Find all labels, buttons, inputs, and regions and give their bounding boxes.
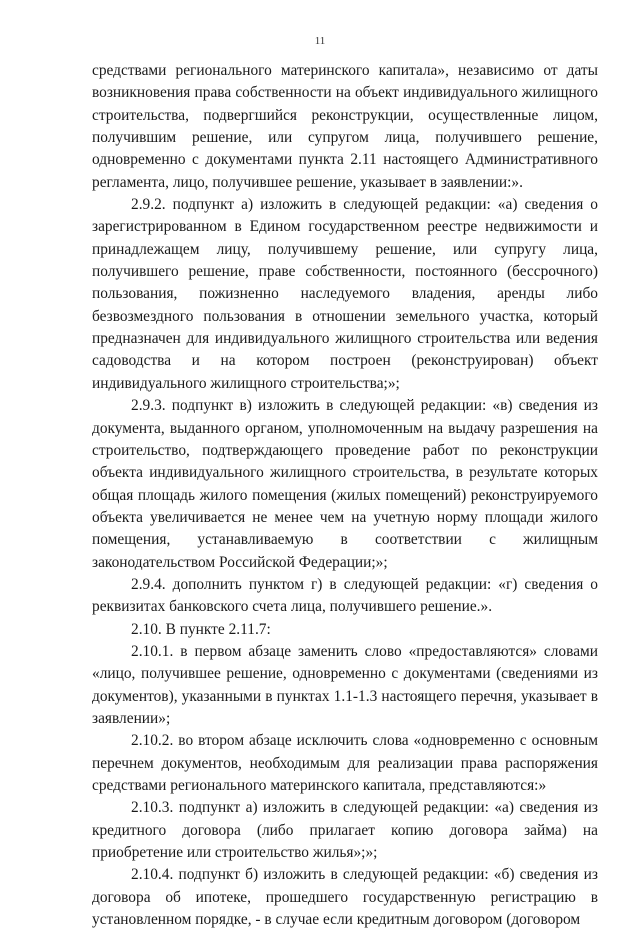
paragraph-2-10-3: 2.10.3. подпункт а) изложить в следующей редакции: «а) сведения из кредитного договора (либо прилагает копию договора займа) на приобретение или строительство жилья»;»;	[92, 799, 598, 862]
page-number: 11	[314, 35, 326, 47]
paragraph-2-9-2: 2.9.2. подпункт а) изложить в следующей редакции: «а) сведения о зарегистрированном в Едином государственном реестре недвижимости и принадлежащем лицу, получившему решение, или супругу лица, получившего решение, праве собственности, постоянного (бессрочного) пользования, пожизненно наследуемого владения, аренды либо безвозмездного пользования в отношении земельного участка, который предназначен для индивидуального жилищного строительства или ведения садоводства и на котором построен (реконструирован) объект индивидуального жилищного строительства;»;	[92, 196, 598, 392]
paragraph-2-10-4: 2.10.4. подпункт б) изложить в следующей редакции: «б) сведения из договора об ипотеке, прошедшего государственную регистрацию в установленном порядке, - в случае если кредитным договором (договором	[92, 866, 598, 929]
paragraph-2-10: 2.10. В пункте 2.11.7:	[131, 620, 271, 638]
paragraph-2-10-1: 2.10.1. в первом абзаце заменить слово «предоставляются» словами «лицо, получившее решение, одновременно с документами (сведениями из документов), указанными в пунктах 1.1-1.3 настоящего перечня, указывает в заявлении»;	[92, 642, 598, 727]
paragraph-2-9-4: 2.9.4. дополнить пунктом г) в следующей редакции: «г) сведения о реквизитах банковского счета лица, получившего решение.».	[92, 575, 598, 616]
paragraph-2-9-3: 2.9.3. подпункт в) изложить в следующей редакции: «в) сведения из документа, выданного органом, уполномоченным на выдачу разрешения на строительство, подтверждающего проведение работ по реконструкции объекта индивидуального жилищного строительства, в результате которых общая площадь жилого помещения (жилых помещений) реконструируемого объекта увеличивается не менее чем на учетную норму площади жилого помещения, устанавливаемую в соответствии с жилищным законодательством Российской Федерации;»;	[92, 397, 598, 571]
paragraph-continuation: средствами регионального материнского капитала», независимо от даты возникновения права собственности на объект индивидуального жилищного строительства, подвергшийся реконструкции, осуществленные лицом, получившим решение, или супругом лица, получившего решение, одновременно с документами пункта 2.11 настоящего Административного регламента, лицо, получившее решение, указывает в заявлении:».	[92, 62, 598, 191]
paragraph-2-10-2: 2.10.2. во втором абзаце исключить слова «одновременно с основным перечнем документов, необходимым для реализации права распоряжения средствами регионального материнского капитала, представляются:»	[92, 732, 598, 794]
document-body	[92, 60, 598, 931]
